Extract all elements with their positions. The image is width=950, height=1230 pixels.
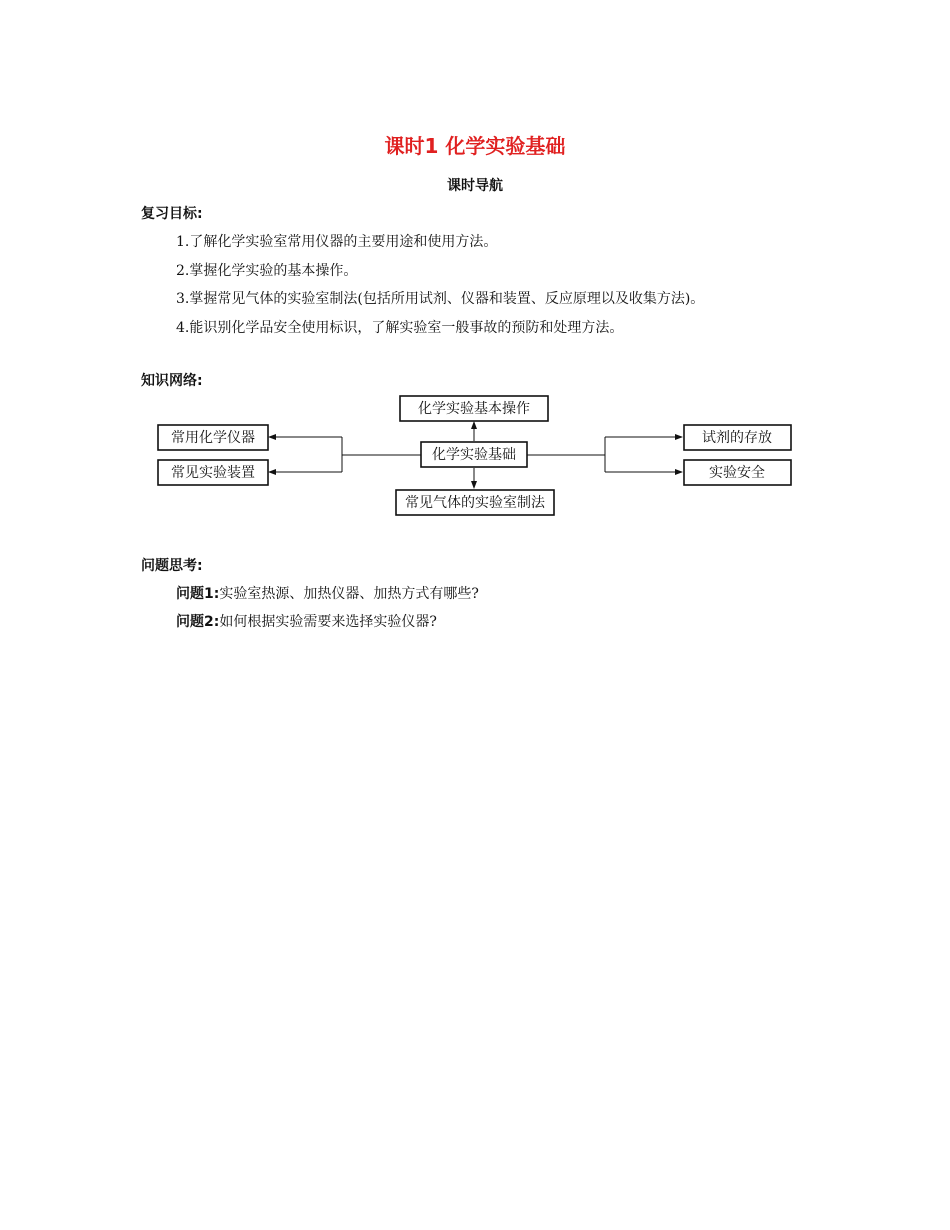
question-text: 如何根据实验需要来选择实验仪器?: [219, 614, 437, 630]
node-right-1-label: 试剂的存放: [702, 430, 772, 446]
goal-item: 4.能识别化学品安全使用标识，了解实验室一般事故的预防和处理方法。: [176, 319, 624, 336]
node-bottom-label: 常见气体的实验室制法: [405, 495, 545, 511]
questions-list: [176, 580, 479, 636]
goal-item: 3.掌握常见气体的实验室制法(包括所用试剂、仪器和装置、反应原理以及收集方法)。: [176, 291, 705, 307]
node-center-label: 化学实验基础: [432, 447, 516, 463]
question-label: 问题2:: [176, 614, 220, 630]
questions-heading: 问题思考:: [141, 558, 203, 574]
review-goals-heading: 复习目标:: [141, 206, 203, 222]
node-top-label: 化学实验基本操作: [418, 401, 530, 417]
question-item: [176, 608, 479, 636]
goal-item: 2.掌握化学实验的基本操作。: [176, 262, 358, 279]
question-text: 实验室热源、加热仪器、加热方式有哪些?: [219, 586, 479, 602]
question-item: [176, 580, 479, 608]
page-title: 课时1 化学实验基础: [384, 134, 566, 158]
page-subtitle: 课时导航: [447, 178, 503, 194]
node-right-2-label: 实验安全: [709, 465, 765, 481]
goal-item: 1.了解化学实验室常用仪器的主要用途和使用方法。: [176, 234, 498, 250]
knowledge-network-heading: 知识网络:: [141, 373, 203, 389]
node-left-2-label: 常见实验装置: [171, 465, 255, 481]
question-label: 问题1:: [176, 586, 220, 602]
node-left-1-label: 常用化学仪器: [171, 430, 255, 446]
